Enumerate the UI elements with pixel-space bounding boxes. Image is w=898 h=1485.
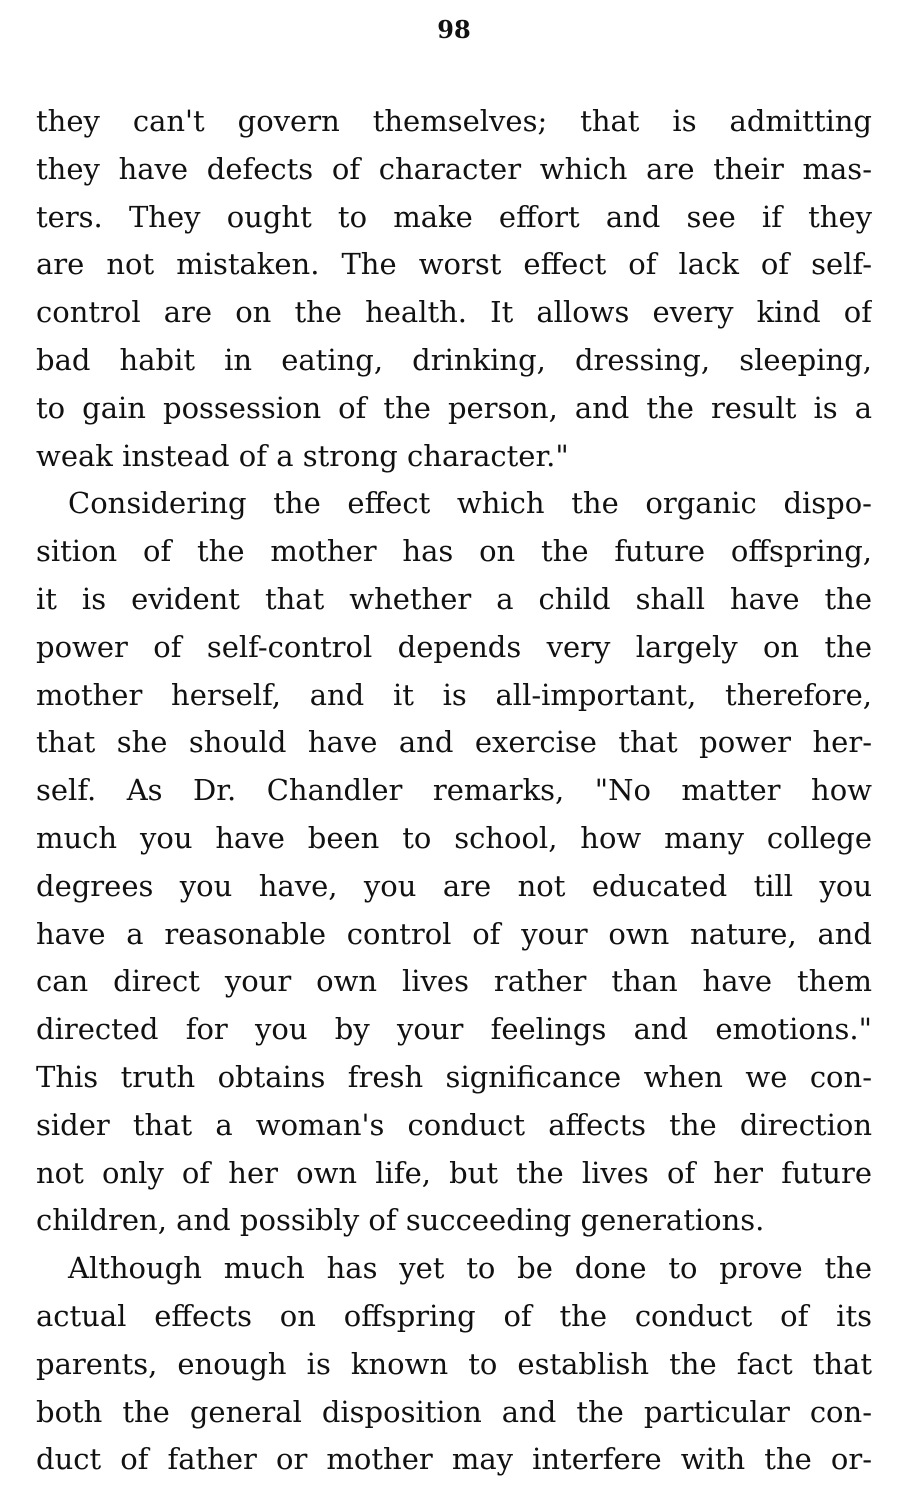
text-line: sider that a woman's conduct affects the direction [36,1107,872,1142]
text-line: sition of the mother has on the future offspring, [36,534,872,569]
text-line: directed for you by your feelings and emotions." [36,1012,872,1047]
page-number: 98 [437,15,471,44]
text-line: children, and possibly of succeeding generations. [36,1203,765,1238]
text-line: both the general disposition and the particular con- [36,1394,872,1429]
text-line: control are on the health. It allows every kind of [36,295,872,330]
text-line: are not mistaken. The worst effect of lack of self- [36,247,872,282]
text-line: have a reasonable control of your own nature, and [36,916,872,951]
paragraph-2 [36,480,872,1245]
text-line: actual effects on offspring of the conduct of its [36,1298,872,1333]
text-line: that she should have and exercise that power her- [36,725,872,760]
paragraph-1 [36,98,872,480]
text-line: duct of father or mother may interfere with the or- [36,1442,872,1477]
text-line: they can't govern themselves; that is admitting [36,104,872,138]
text-line: it is evident that whether a child shall have the [36,581,872,616]
text-line: can direct your own lives rather than have them [36,964,872,999]
text-line: much you have been to school, how many college [36,820,872,855]
text-line: parents, enough is known to establish the fact that [36,1346,872,1381]
text-line: Considering the effect which the organic dispo- [68,486,872,521]
text-line: self. As Dr. Chandler remarks, "No matter how [36,773,872,808]
text-line: mother herself, and it is all-important, therefore, [36,677,872,712]
text-line: degrees you have, you are not educated till you [36,868,872,903]
paragraph-3 [36,1245,872,1484]
text-line: to gain possession of the person, and the result is a [36,390,872,425]
text-line: they have defects of character which are their mas- [36,151,872,186]
text-line: weak instead of a strong character." [36,438,569,473]
text-line: Although much has yet to be done to prove the [68,1251,872,1286]
text-line: bad habit in eating, drinking, dressing, sleeping, [36,342,872,377]
text-line: This truth obtains fresh significance when we con- [36,1059,872,1094]
text-line: not only of her own life, but the lives of her future [36,1155,872,1190]
text-line: power of self-control depends very largely on the [36,629,872,664]
text-line: ters. They ought to make effort and see if they [36,199,872,234]
